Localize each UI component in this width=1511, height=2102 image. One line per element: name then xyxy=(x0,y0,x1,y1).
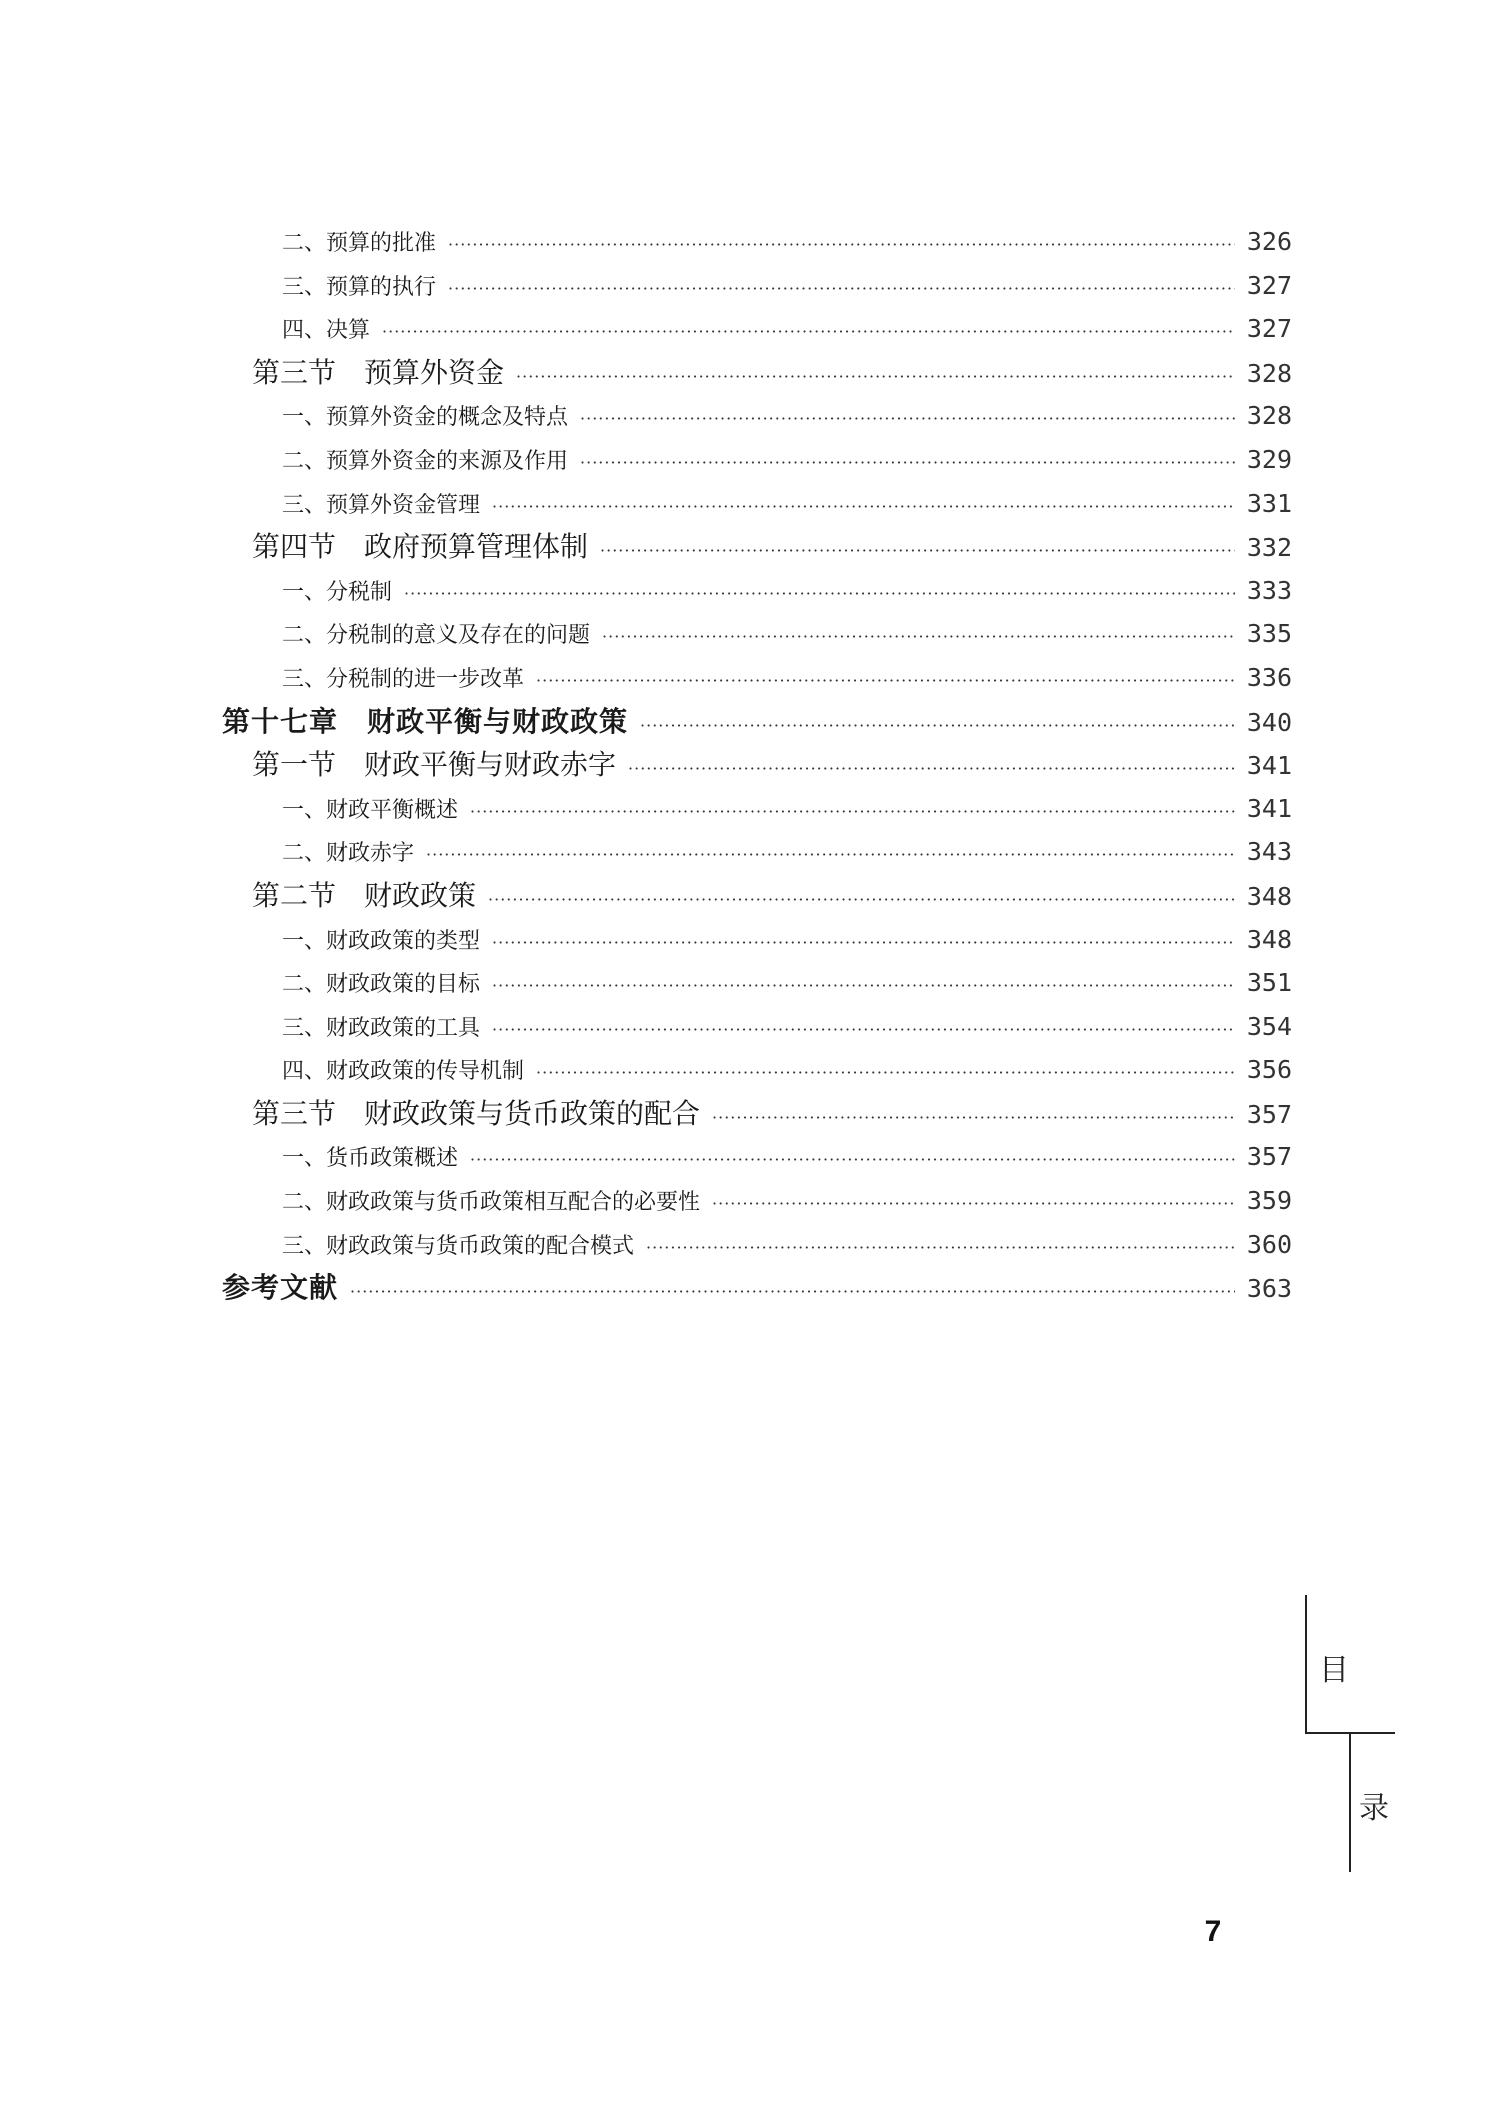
thumb-tab xyxy=(1305,1595,1395,1875)
toc-entry-title: 四、决算 xyxy=(282,318,371,344)
dot-leader xyxy=(488,878,1235,922)
toc-item-entry[interactable] xyxy=(222,830,1292,874)
toc-entry-page: 357 xyxy=(1246,1099,1292,1129)
toc-entry-title: 三、预算外资金管理 xyxy=(282,492,481,518)
toc-entry-title: 第三节 财政政策与货币政策的配合 xyxy=(252,1096,701,1130)
dot-leader xyxy=(426,833,1235,877)
toc-entry-title: 二、分税制的意义及存在的问题 xyxy=(282,623,591,649)
table-of-contents xyxy=(222,220,1292,1310)
toc-entry-title: 三、财政政策的工具 xyxy=(282,1015,481,1041)
toc-entry-page: 333 xyxy=(1246,575,1292,605)
toc-entry-title: 第一节 财政平衡与财政赤字 xyxy=(252,748,617,782)
toc-entry-title: 一、货币政策概述 xyxy=(282,1146,459,1172)
toc-entry-page: 340 xyxy=(1246,707,1292,737)
toc-entry-page: 331 xyxy=(1246,488,1292,518)
toc-entry-title: 三、分税制的进一步改革 xyxy=(282,666,525,692)
toc-entry-title: 第二节 财政政策 xyxy=(252,878,477,912)
toc-entry-page: 360 xyxy=(1246,1229,1292,1259)
dot-leader xyxy=(492,1008,1235,1052)
toc-entry-title: 第三节 预算外资金 xyxy=(252,355,505,389)
toc-entry-page: 341 xyxy=(1246,793,1292,823)
dot-leader xyxy=(712,1096,1235,1140)
toc-item-entry[interactable] xyxy=(222,612,1292,656)
toc-entry-title: 一、预算外资金的概念及特点 xyxy=(282,405,569,431)
dot-leader xyxy=(628,747,1235,791)
toc-entry-page: 356 xyxy=(1246,1055,1292,1085)
toc-item-entry[interactable] xyxy=(222,307,1292,351)
dot-leader xyxy=(470,790,1235,834)
dot-leader xyxy=(580,441,1235,485)
toc-entry-page: 354 xyxy=(1246,1011,1292,1041)
toc-entry-title: 一、财政平衡概述 xyxy=(282,797,459,823)
toc-item-entry[interactable] xyxy=(222,1005,1292,1049)
tab-divider xyxy=(1349,1732,1351,1872)
toc-section-entry[interactable] xyxy=(222,351,1292,395)
dot-leader xyxy=(492,485,1235,529)
toc-item-entry[interactable] xyxy=(222,961,1292,1005)
dot-leader xyxy=(646,1226,1235,1270)
toc-entry-page: 328 xyxy=(1246,358,1292,388)
toc-entry-page: 341 xyxy=(1246,751,1292,781)
toc-item-entry[interactable] xyxy=(222,1179,1292,1223)
dot-leader xyxy=(350,1270,1235,1314)
toc-entry-page: 351 xyxy=(1246,968,1292,998)
toc-entry-page: 327 xyxy=(1246,314,1292,344)
toc-item-entry[interactable] xyxy=(222,220,1292,264)
toc-chapter-entry[interactable] xyxy=(222,1266,1292,1310)
toc-item-entry[interactable] xyxy=(222,264,1292,308)
toc-entry-title: 一、财政政策的类型 xyxy=(282,928,481,954)
toc-entry-page: 328 xyxy=(1246,401,1292,431)
toc-entry-title: 二、财政赤字 xyxy=(282,841,415,867)
toc-entry-page: 357 xyxy=(1246,1142,1292,1172)
toc-entry-page: 326 xyxy=(1246,227,1292,256)
toc-item-entry[interactable] xyxy=(222,482,1292,526)
toc-section-entry[interactable] xyxy=(222,1092,1292,1136)
toc-entry-page: 348 xyxy=(1246,881,1292,911)
thumb-tab-char: 录 xyxy=(1359,1791,1389,1826)
dot-leader xyxy=(580,397,1235,441)
toc-entry-title: 二、财政政策与货币政策相互配合的必要性 xyxy=(282,1190,701,1216)
dot-leader xyxy=(448,223,1235,267)
toc-entry-page: 359 xyxy=(1246,1186,1292,1216)
dot-leader xyxy=(640,704,1235,748)
toc-item-entry[interactable] xyxy=(222,656,1292,700)
toc-entry-title: 第四节 政府预算管理体制 xyxy=(252,530,589,564)
dot-leader xyxy=(536,1051,1235,1095)
dot-leader xyxy=(602,615,1235,659)
toc-entry-page: 329 xyxy=(1246,444,1292,474)
toc-entry-title: 二、预算外资金的来源及作用 xyxy=(282,448,569,474)
dot-leader xyxy=(600,529,1235,573)
toc-section-entry[interactable] xyxy=(222,743,1292,787)
toc-item-entry[interactable] xyxy=(222,787,1292,831)
toc-item-entry[interactable] xyxy=(222,1223,1292,1267)
toc-entry-page: 335 xyxy=(1246,619,1292,649)
dot-leader xyxy=(470,1138,1235,1182)
thumb-tab-char: 目 xyxy=(1319,1653,1349,1688)
toc-entry-title: 三、财政政策与货币政策的配合模式 xyxy=(282,1233,635,1259)
dot-leader xyxy=(536,659,1235,703)
toc-entry-title: 参考文献 xyxy=(222,1271,339,1305)
toc-item-entry[interactable] xyxy=(222,438,1292,482)
tab-divider xyxy=(1305,1595,1307,1733)
dot-leader xyxy=(382,310,1235,354)
toc-entry-page: 336 xyxy=(1246,662,1292,692)
toc-item-entry[interactable] xyxy=(222,569,1292,613)
page-number: 7 xyxy=(1204,1915,1222,1948)
toc-chapter-entry[interactable] xyxy=(222,700,1292,744)
toc-entry-title: 二、预算的批准 xyxy=(282,231,437,256)
toc-item-entry[interactable] xyxy=(222,1048,1292,1092)
dot-leader xyxy=(712,1182,1235,1226)
toc-entry-title: 四、财政政策的传导机制 xyxy=(282,1059,525,1085)
toc-entry-title: 二、财政政策的目标 xyxy=(282,972,481,998)
toc-item-entry[interactable] xyxy=(222,918,1292,962)
dot-leader xyxy=(516,355,1235,399)
dot-leader xyxy=(492,964,1235,1008)
toc-entry-title: 三、预算的执行 xyxy=(282,274,437,300)
dot-leader xyxy=(404,572,1235,616)
toc-entry-title: 第十七章 财政平衡与财政政策 xyxy=(222,704,629,738)
toc-entry-page: 332 xyxy=(1246,533,1292,563)
toc-item-entry[interactable] xyxy=(222,394,1292,438)
toc-entry-page: 343 xyxy=(1246,837,1292,867)
toc-entry-page: 348 xyxy=(1246,924,1292,954)
toc-entry-page: 363 xyxy=(1246,1274,1292,1304)
toc-entry-title: 一、分税制 xyxy=(282,579,393,605)
toc-section-entry[interactable] xyxy=(222,874,1292,918)
toc-item-entry[interactable] xyxy=(222,1135,1292,1179)
toc-entry-page: 327 xyxy=(1246,270,1292,300)
toc-section-entry[interactable] xyxy=(222,525,1292,569)
dot-leader xyxy=(492,921,1235,965)
dot-leader xyxy=(448,267,1235,311)
